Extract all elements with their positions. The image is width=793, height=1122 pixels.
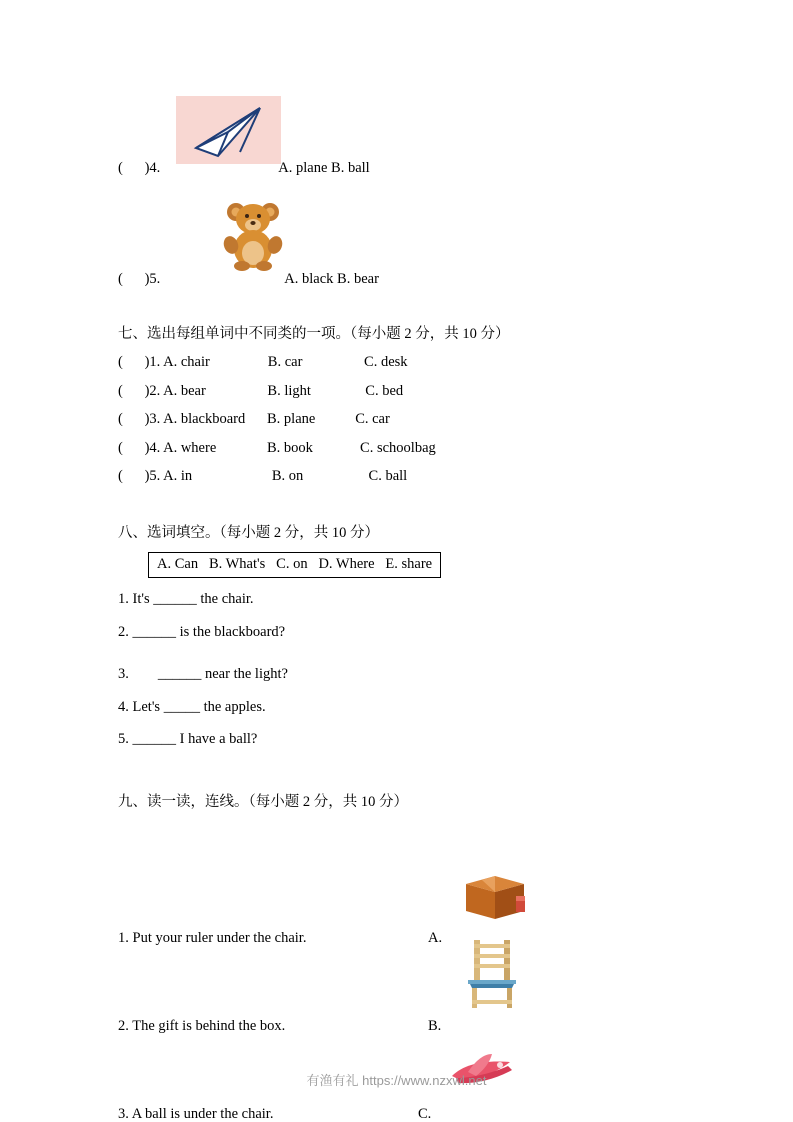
- section-8-item-3[interactable]: 3. ______ near the light?: [118, 665, 288, 682]
- section-8-item-2[interactable]: 2. ______ is the blackboard?: [118, 624, 286, 641]
- section-8-item-1[interactable]: 1. It's ______ the chair.: [118, 590, 254, 607]
- match-row[interactable]: [118, 859, 678, 947]
- picture-questions-block: [118, 0, 678, 288]
- section-8-item-4[interactable]: 4. Let's _____ the apples.: [118, 698, 266, 715]
- section-7-item-1[interactable]: ( )1. A. chair B. car C. desk: [118, 354, 408, 370]
- section-9-heading: 九、读一读，连线。（每小题 2 分，共 10 分）: [118, 793, 408, 810]
- section-7: [118, 322, 678, 487]
- picture-question-5: [118, 271, 678, 288]
- section-7-item-5[interactable]: ( )5. A. in B. on C. ball: [118, 468, 408, 485]
- match-letter-c: C.: [418, 1105, 432, 1122]
- match-text-3: 3. A ball is under the chair.: [118, 1105, 274, 1122]
- section-7-heading: 七、选出每组单词中不同类的一项。（每小题 2 分，共 10 分）: [118, 326, 510, 342]
- section-7-item-4[interactable]: ( )4. A. where B. book C. schoolbag: [118, 439, 436, 456]
- question-4-options: A. plane B. ball: [278, 160, 370, 176]
- question-5-paren[interactable]: ( )5.: [118, 271, 161, 287]
- page-content: [118, 0, 678, 1122]
- section-7-item-3[interactable]: ( )3. A. blackboard B. plane C. car: [118, 411, 390, 428]
- match-text-2: 2. The gift is behind the box.: [118, 1017, 286, 1034]
- word-bank: A. Can B. What's C. on D. Where E. share: [148, 552, 441, 578]
- section-8: [118, 521, 678, 750]
- footer-watermark: 有渔有礼 https://www.nzxwl.net: [306, 1073, 487, 1088]
- question-5-options: A. black B. bear: [284, 271, 379, 287]
- wooden-chair-icon: [460, 936, 524, 1015]
- teddy-bear-figure: [118, 195, 678, 271]
- picture-question-4: [118, 160, 678, 177]
- match-letter-b: B.: [428, 1017, 442, 1034]
- section-8-heading: 八、选词填空。（每小题 2 分，共 10 分）: [118, 524, 379, 541]
- match-letter-a: A.: [428, 929, 443, 946]
- section-8-item-5[interactable]: 5. ______ I have a ball?: [118, 731, 258, 748]
- question-4-paren[interactable]: ( )4.: [118, 160, 161, 176]
- match-text-1: 1. Put your ruler under the chair.: [118, 929, 307, 946]
- paper-plane-icon: [176, 96, 281, 164]
- match-row[interactable]: [118, 947, 678, 1035]
- section-7-item-2[interactable]: ( )2. A. bear B. light C. bed: [118, 382, 404, 399]
- cardboard-box-icon: [460, 866, 530, 927]
- teddy-bear-icon: [218, 195, 292, 271]
